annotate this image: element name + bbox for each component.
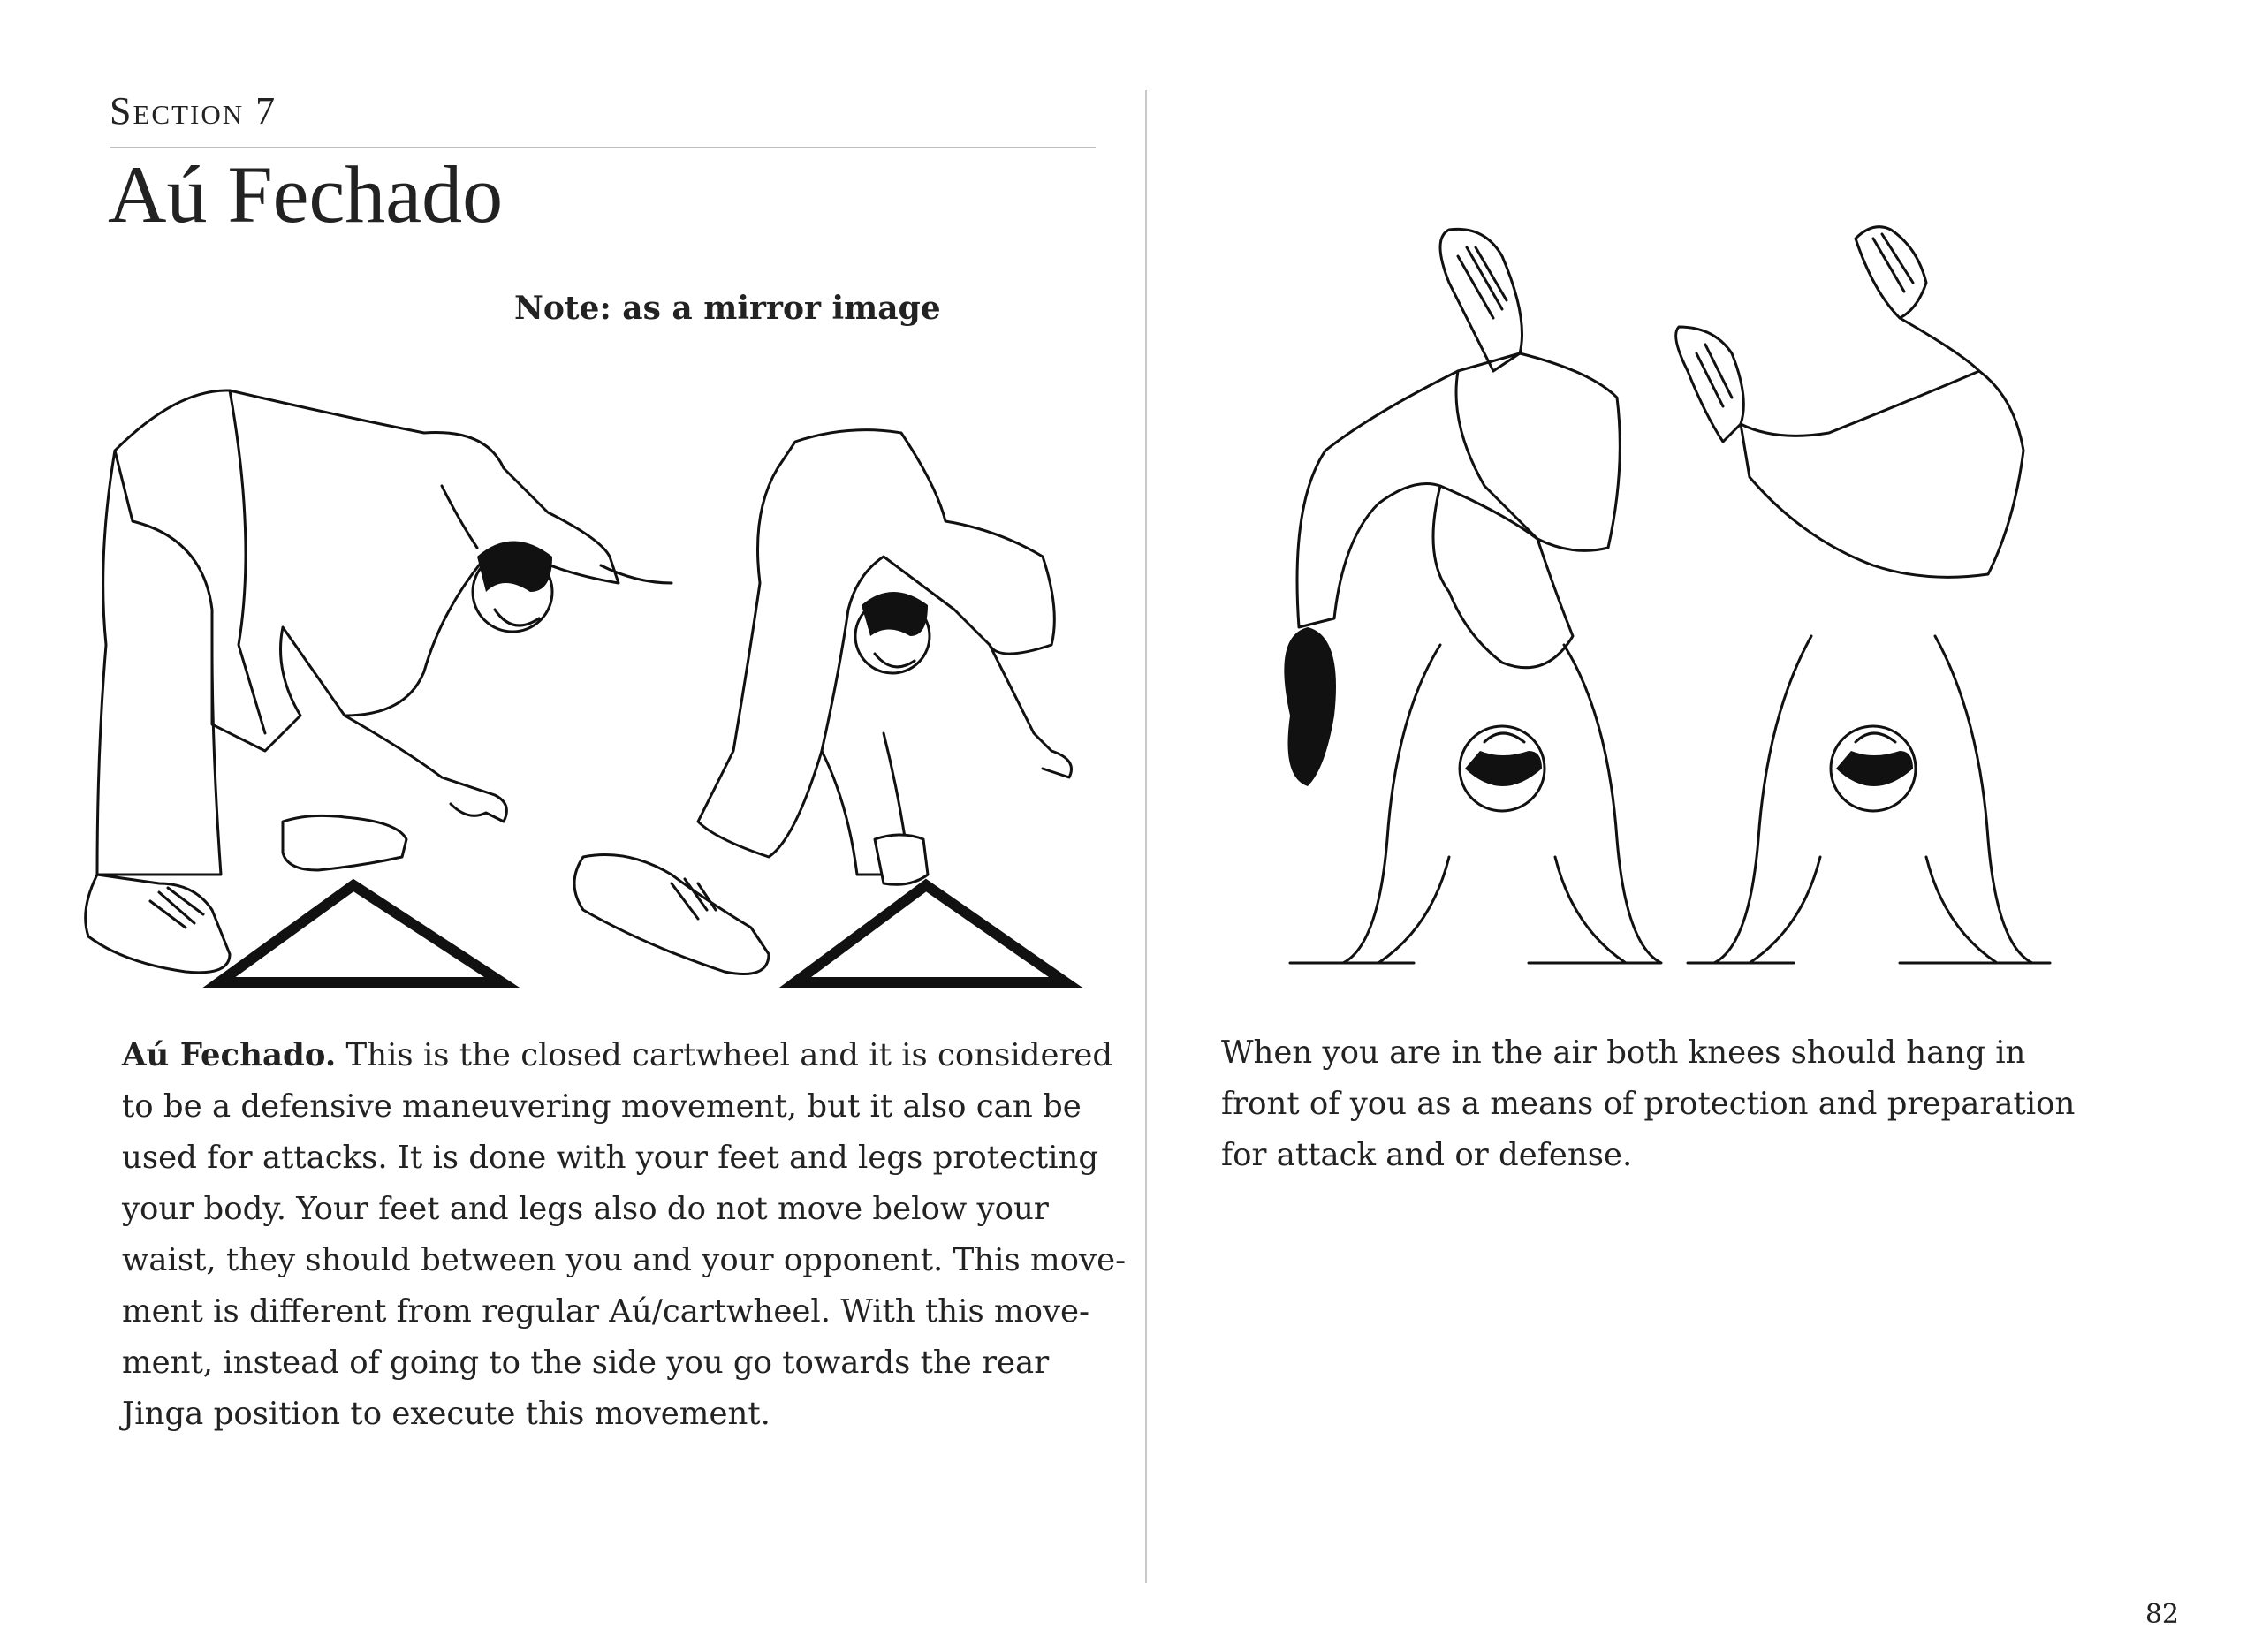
left-illustration bbox=[71, 380, 1096, 998]
lead-term: Aú Fechado. bbox=[122, 1037, 337, 1073]
page-divider bbox=[1145, 90, 1147, 1583]
left-paragraph-line-3: used for attacks. It is done with your feet and legs protecting bbox=[122, 1140, 1099, 1176]
line-text: This is the closed cartwheel and it is considered bbox=[336, 1037, 1113, 1073]
ground-triangle-1 bbox=[219, 885, 502, 982]
handstand-figures-drawing bbox=[1237, 221, 2174, 998]
left-paragraph-line-2: to be a defensive maneuvering movement, but it also can be bbox=[122, 1088, 1082, 1125]
handstand-figure-1 bbox=[1284, 229, 1661, 963]
right-illustration bbox=[1237, 221, 2174, 998]
left-paragraph-line-8: Jinga position to execute this movement. bbox=[122, 1396, 770, 1432]
left-paragraph-line-7: ment, instead of going to the side you go towards the rear bbox=[122, 1345, 1050, 1381]
section-label: Section 7 bbox=[110, 89, 277, 133]
figure-2 bbox=[574, 430, 1072, 974]
title-rule bbox=[110, 147, 1096, 148]
right-paragraph bbox=[1221, 1027, 2140, 1181]
mirror-note: Note: as a mirror image bbox=[514, 290, 941, 327]
ground-triangle-2 bbox=[795, 885, 1066, 982]
handstand-figure-2 bbox=[1676, 227, 2050, 963]
left-paragraph-line-1 bbox=[122, 1030, 1129, 1081]
right-paragraph-line-1: When you are in the air both knees should hang in bbox=[1221, 1034, 2026, 1071]
right-paragraph-line-2: front of you as a means of protection and preparation bbox=[1221, 1086, 2076, 1122]
right-paragraph-line-3: for attack and or defense. bbox=[1221, 1137, 1633, 1173]
left-paragraph-line-4: your body. Your feet and legs also do not move below your bbox=[122, 1191, 1049, 1227]
page-number: 82 bbox=[2144, 1599, 2179, 1630]
bent-over-figures-drawing bbox=[71, 380, 1096, 998]
left-paragraph-line-5: waist, they should between you and your opponent. This move- bbox=[122, 1242, 1127, 1278]
left-paragraph bbox=[122, 1030, 1129, 1440]
left-paragraph-line-6: ment is different from regular Aú/cartwheel. With this move- bbox=[122, 1293, 1090, 1330]
page-title: Aú Fechado bbox=[108, 149, 504, 239]
